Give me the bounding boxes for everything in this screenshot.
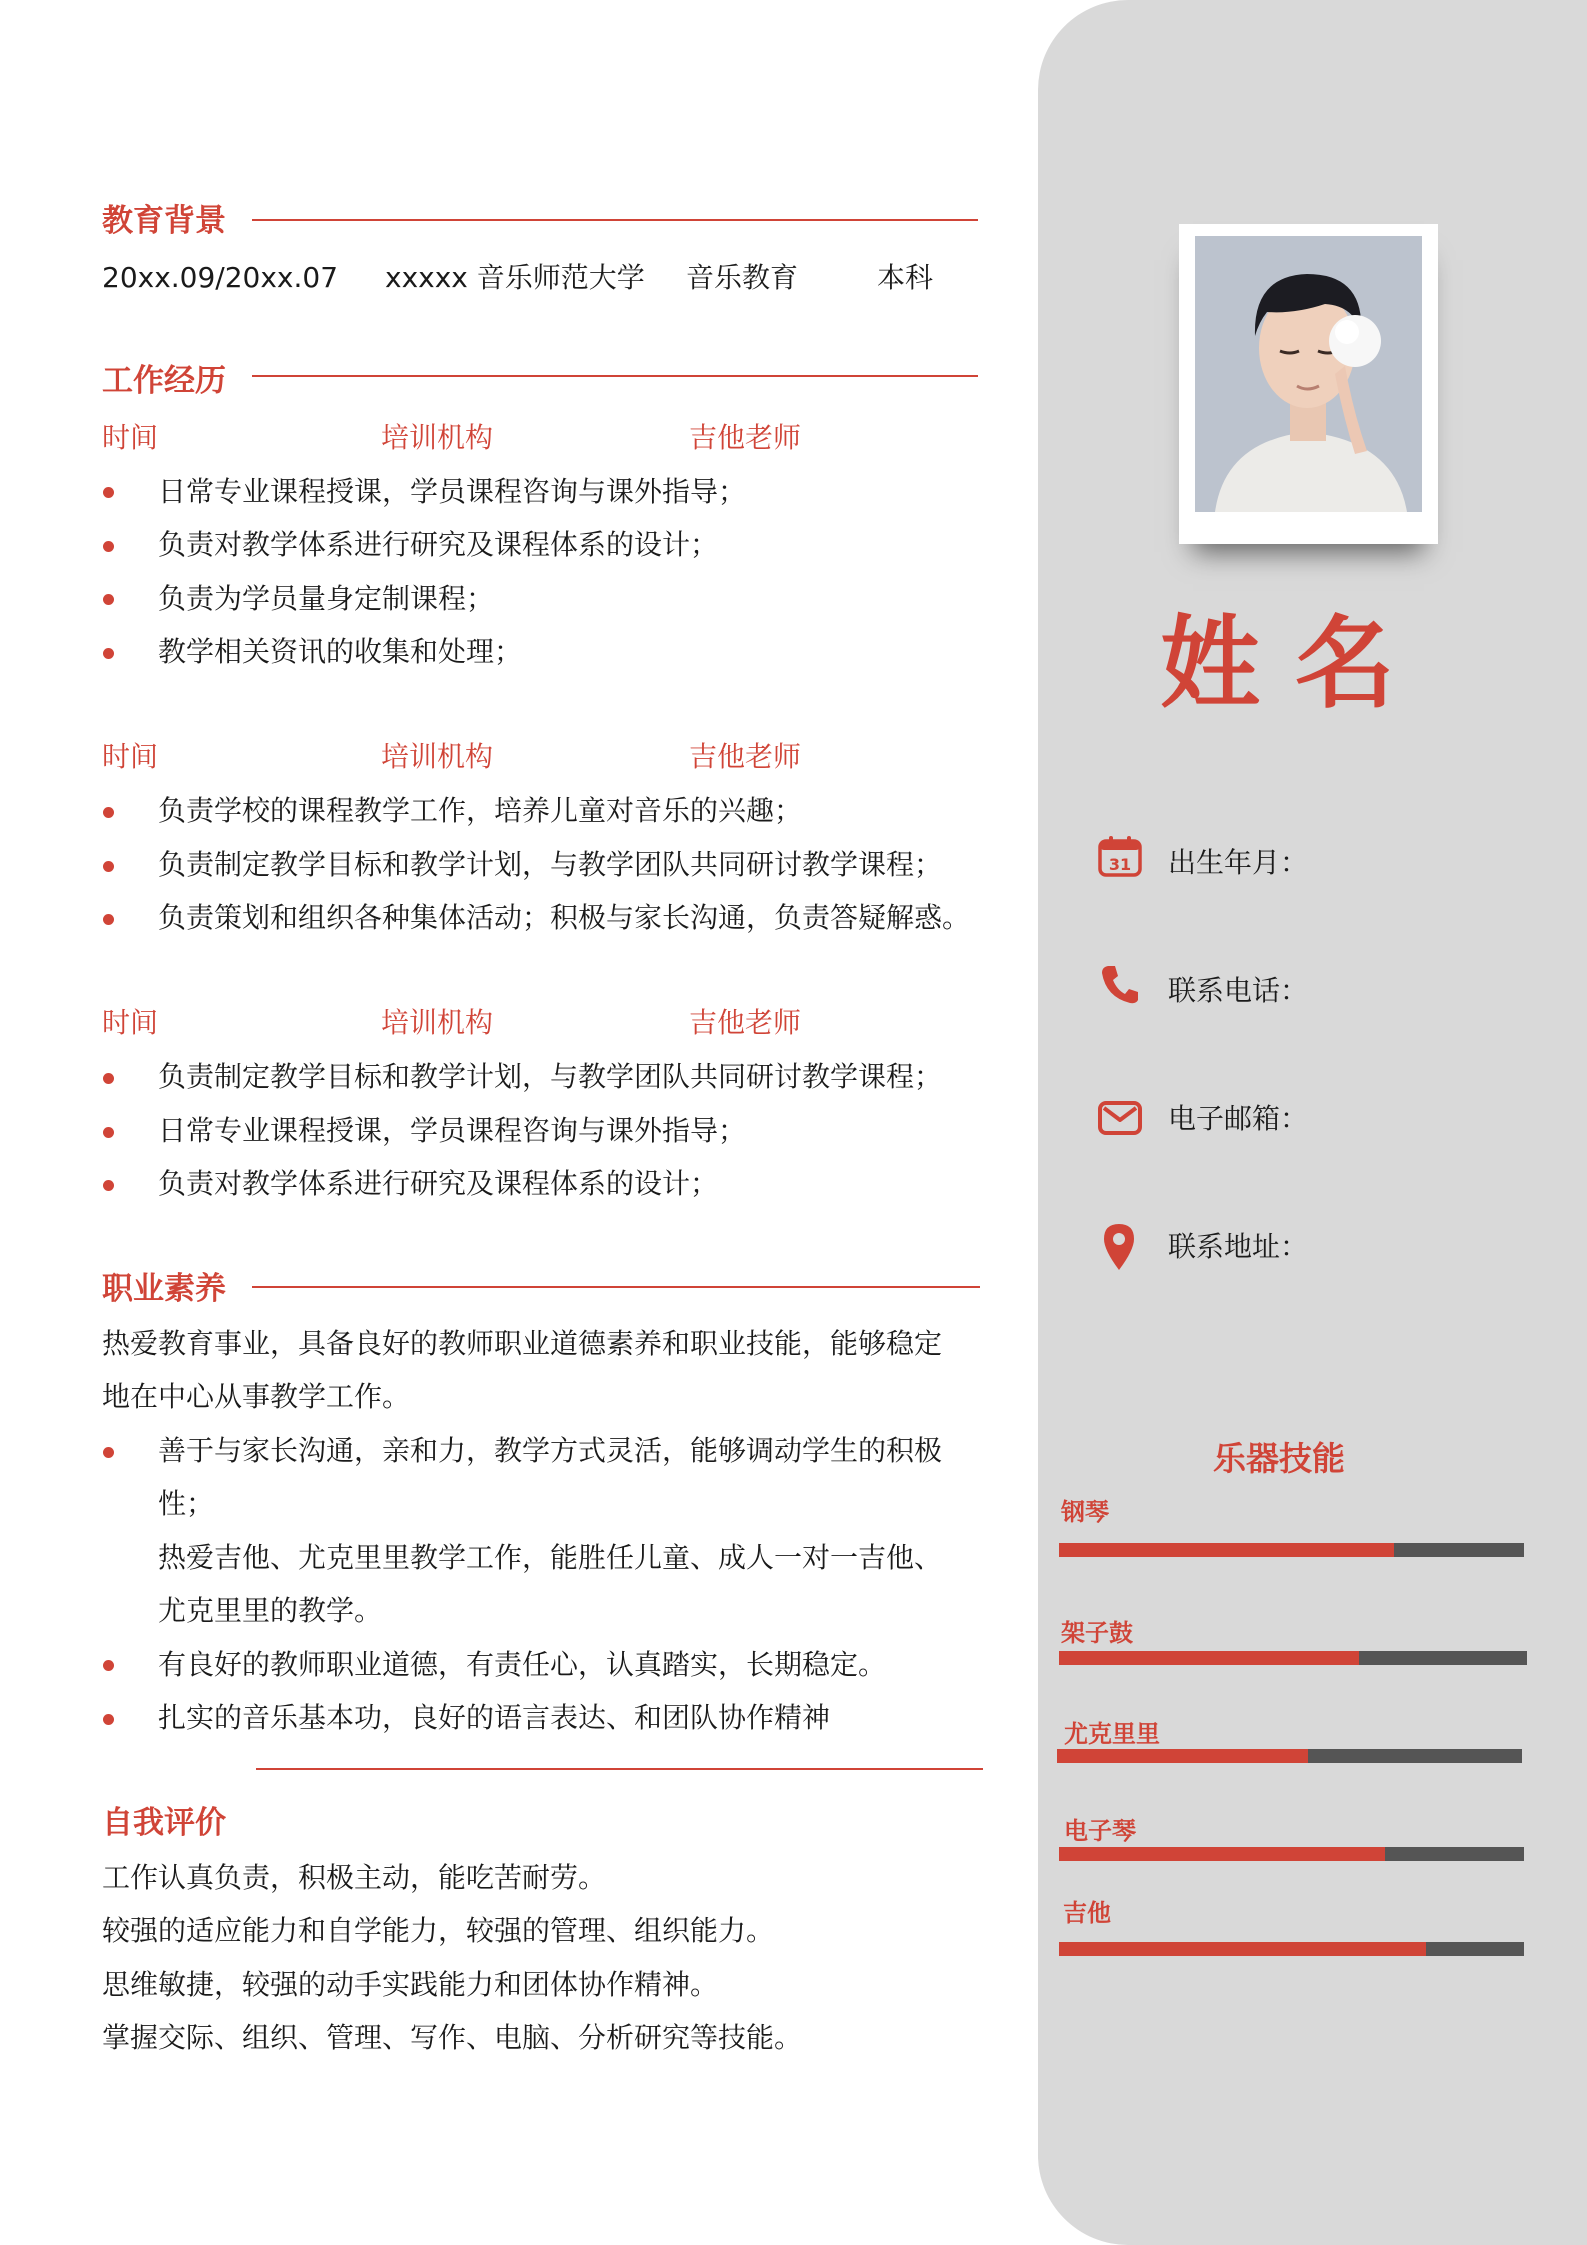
skill-bar-fill bbox=[1059, 1651, 1359, 1665]
bullet-icon bbox=[103, 1073, 114, 1084]
literacy-point: 扎实的音乐基本功，良好的语言表达、和团队协作精神 bbox=[158, 1701, 831, 1734]
skill-bar-track bbox=[1059, 1543, 1524, 1557]
profile-photo-frame bbox=[1179, 224, 1438, 544]
skill-name: 电子琴 bbox=[1064, 1817, 1136, 1845]
avatar-illustration bbox=[1195, 236, 1422, 512]
skill-name: 吉他 bbox=[1063, 1899, 1111, 1927]
bullet-icon bbox=[103, 914, 114, 925]
job-org: 培训机构 bbox=[381, 421, 494, 454]
bullet-icon bbox=[103, 1714, 114, 1725]
bullet-icon bbox=[103, 1660, 114, 1671]
bullet-icon bbox=[103, 487, 114, 498]
bullet-icon bbox=[103, 594, 114, 605]
literacy-point: 善于与家长沟通，亲和力，教学方式灵活，能够调动学生的积极 bbox=[158, 1434, 943, 1467]
skill-name: 尤克里里 bbox=[1064, 1720, 1160, 1748]
skill-bar-fill bbox=[1059, 1847, 1385, 1861]
education-degree: 本科 bbox=[877, 261, 934, 294]
job-duty: 负责学校的课程教学工作，培养儿童对音乐的兴趣； bbox=[158, 794, 803, 827]
literacy-intro: 热爱教育事业，具备良好的教师职业道德素养和职业技能，能够稳定 bbox=[102, 1327, 943, 1360]
email-icon bbox=[1097, 1100, 1143, 1136]
job-duty: 日常专业课程授课，学员课程咨询与课外指导； bbox=[158, 1114, 747, 1147]
job-time: 时间 bbox=[102, 1006, 159, 1039]
job-duty: 负责策划和组织各种集体活动；积极与家长沟通，负责答疑解惑。 bbox=[158, 901, 971, 934]
birth-label: 出生年月： bbox=[1168, 846, 1309, 879]
job-time: 时间 bbox=[102, 740, 159, 773]
literacy-point: 热爱吉他、尤克里里教学工作，能胜任儿童、成人一对一吉他、 bbox=[158, 1541, 943, 1574]
phone-icon bbox=[1100, 963, 1140, 1005]
education-major: 音乐教育 bbox=[686, 261, 799, 294]
job-duty: 负责制定教学目标和教学计划，与教学团队共同研讨教学课程； bbox=[158, 1060, 943, 1093]
bullet-icon bbox=[103, 1447, 114, 1458]
skill-bar-track bbox=[1059, 1847, 1524, 1861]
education-date: 20xx.09/20xx.07 bbox=[102, 261, 339, 294]
skill-bar-track bbox=[1059, 1942, 1524, 1956]
section-divider bbox=[252, 1286, 980, 1288]
bullet-icon bbox=[103, 541, 114, 552]
skill-bar-fill bbox=[1059, 1543, 1394, 1557]
section-divider bbox=[252, 375, 978, 377]
candidate-name: 姓 名 bbox=[1160, 605, 1395, 722]
self-eval-line: 掌握交际、组织、管理、写作、电脑、分析研究等技能。 bbox=[102, 2021, 803, 2054]
job-role: 吉他老师 bbox=[689, 1006, 802, 1039]
job-duty: 负责对教学体系进行研究及课程体系的设计； bbox=[158, 1167, 719, 1200]
job-duty: 负责为学员量身定制课程； bbox=[158, 582, 495, 615]
job-time: 时间 bbox=[102, 421, 159, 454]
bullet-icon bbox=[103, 1127, 114, 1138]
skill-bar-track bbox=[1059, 1651, 1527, 1665]
bullet-icon bbox=[103, 1180, 114, 1191]
literacy-point: 尤克里里的教学。 bbox=[158, 1594, 383, 1627]
section-title-self-eval: 自我评价 bbox=[102, 1805, 226, 1841]
phone-label: 联系电话： bbox=[1168, 974, 1309, 1007]
skills-title: 乐器技能 bbox=[1213, 1439, 1345, 1478]
skill-bar-track bbox=[1057, 1749, 1522, 1763]
self-eval-line: 较强的适应能力和自学能力，较强的管理、组织能力。 bbox=[102, 1914, 775, 1947]
self-eval-line: 思维敏捷，较强的动手实践能力和团体协作精神。 bbox=[102, 1968, 719, 2001]
job-duty: 负责对教学体系进行研究及课程体系的设计； bbox=[158, 528, 719, 561]
section-title-education: 教育背景 bbox=[102, 203, 226, 239]
job-org: 培训机构 bbox=[381, 1006, 494, 1039]
location-pin-icon bbox=[1102, 1222, 1136, 1272]
skill-name: 钢琴 bbox=[1061, 1498, 1109, 1526]
calendar-day: 31 bbox=[1108, 855, 1132, 874]
section-title-literacy: 职业素养 bbox=[102, 1271, 226, 1307]
email-label: 电子邮箱： bbox=[1168, 1102, 1309, 1135]
job-duty: 日常专业课程授课，学员课程咨询与课外指导； bbox=[158, 475, 747, 508]
job-role: 吉他老师 bbox=[689, 740, 802, 773]
section-divider bbox=[256, 1768, 983, 1770]
job-role: 吉他老师 bbox=[689, 421, 802, 454]
bullet-icon bbox=[103, 807, 114, 818]
skill-name: 架子鼓 bbox=[1061, 1619, 1133, 1647]
literacy-point: 性； bbox=[158, 1487, 215, 1520]
section-title-work: 工作经历 bbox=[102, 363, 226, 399]
bullet-icon bbox=[103, 648, 114, 659]
calendar-icon bbox=[1098, 835, 1142, 877]
address-label: 联系地址： bbox=[1168, 1230, 1309, 1263]
literacy-point: 有良好的教师职业道德，有责任心，认真踏实，长期稳定。 bbox=[158, 1648, 887, 1681]
skill-bar-fill bbox=[1057, 1749, 1308, 1763]
job-org: 培训机构 bbox=[381, 740, 494, 773]
skill-bar-fill bbox=[1059, 1942, 1426, 1956]
self-eval-line: 工作认真负责，积极主动，能吃苦耐劳。 bbox=[102, 1861, 607, 1894]
job-duty: 教学相关资讯的收集和处理； bbox=[158, 635, 523, 668]
literacy-intro: 地在中心从事教学工作。 bbox=[102, 1380, 411, 1413]
education-school: xxxxx 音乐师范大学 bbox=[385, 261, 645, 294]
bullet-icon bbox=[103, 861, 114, 872]
job-duty: 负责制定教学目标和教学计划，与教学团队共同研讨教学课程； bbox=[158, 848, 943, 881]
profile-photo bbox=[1195, 236, 1422, 512]
section-divider bbox=[252, 219, 978, 221]
